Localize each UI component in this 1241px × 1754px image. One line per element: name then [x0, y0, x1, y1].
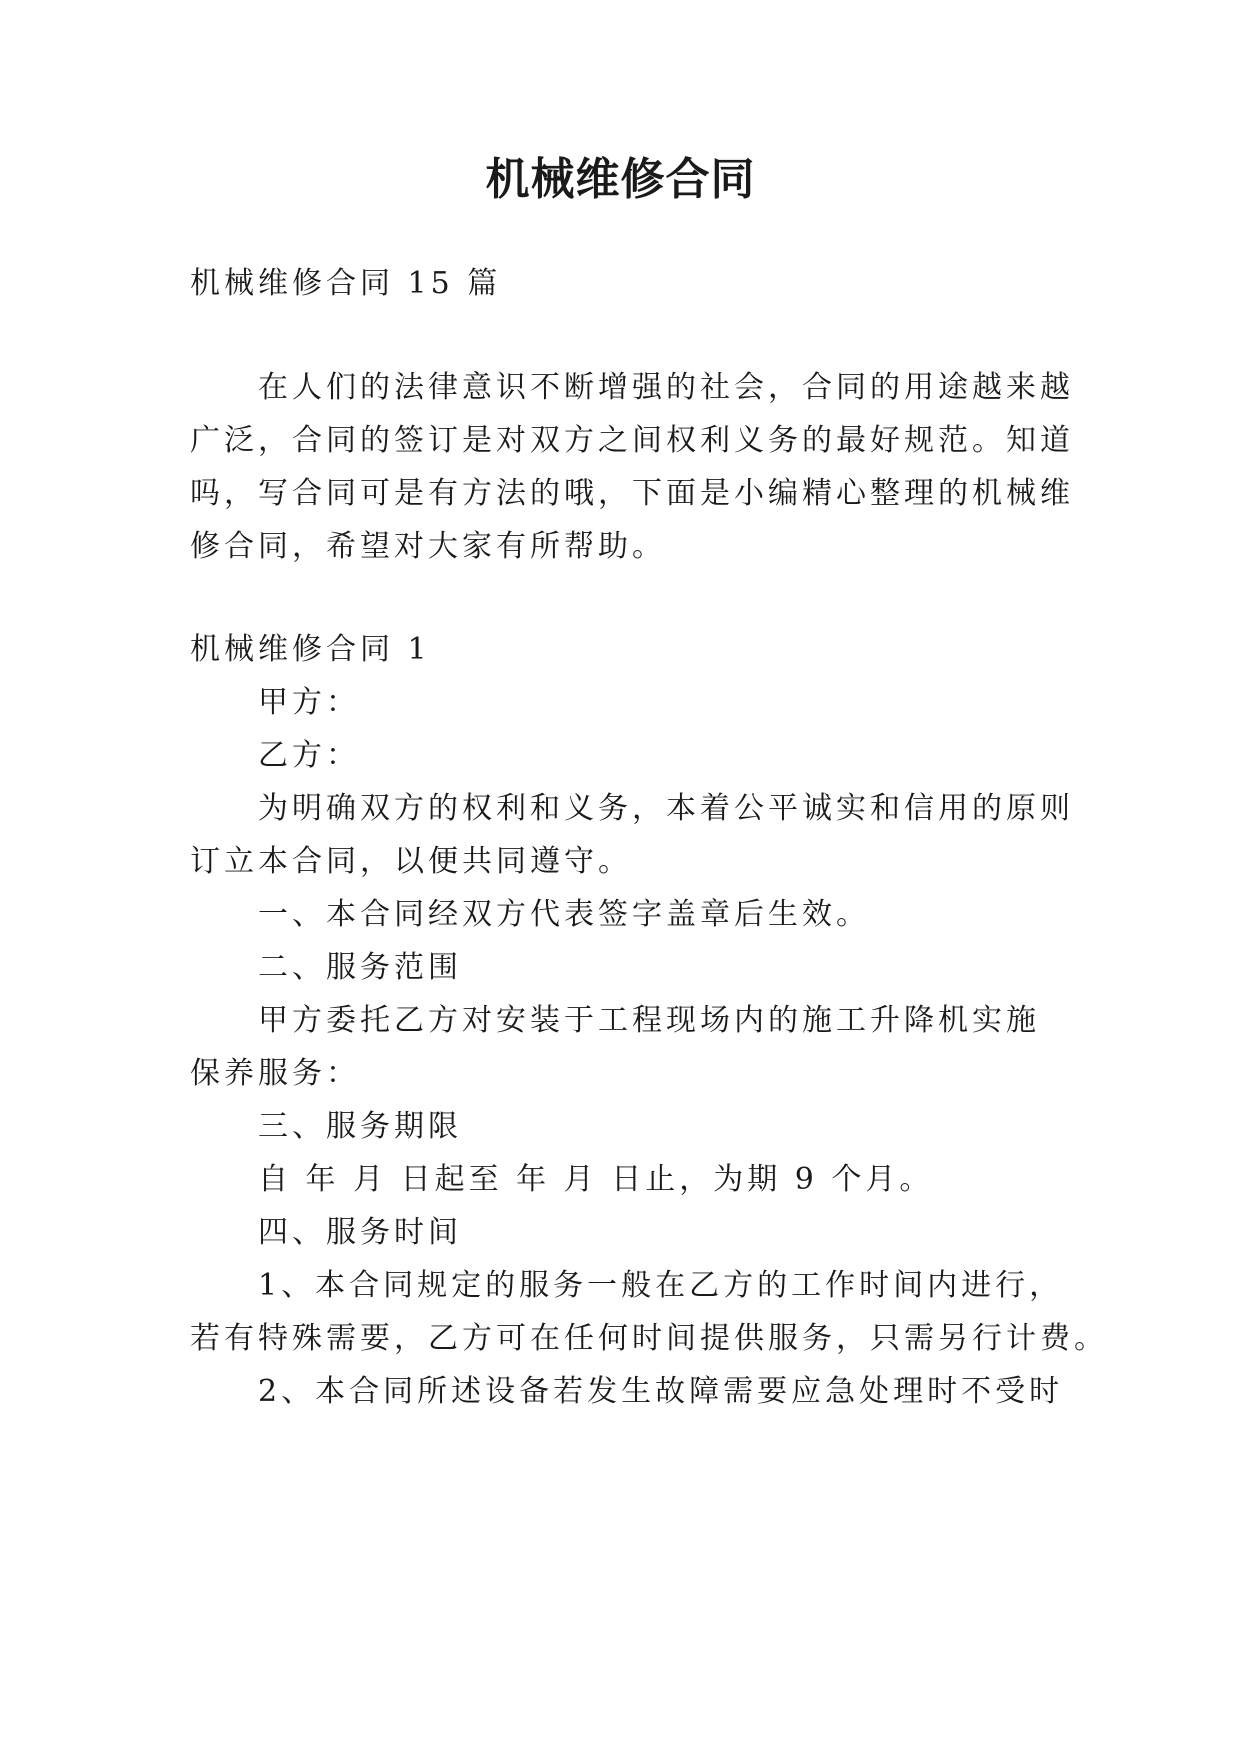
clause-3-line-1: 自 年 月 日起至 年 月 日止，为期 9 个月。 — [258, 1162, 934, 1197]
clause-2-line-2: 保养服务： — [190, 1056, 360, 1091]
intro-line-2: 广泛，合同的签订是对双方之间权利义务的最好规范。知道 — [190, 423, 1074, 458]
clause-3-heading: 三、服务期限 — [258, 1109, 462, 1144]
party-b-line: 乙方： — [258, 738, 360, 773]
clause-2-heading: 二、服务范围 — [258, 950, 462, 985]
intro-line-3: 吗，写合同可是有方法的哦，下面是小编精心整理的机械维 — [190, 476, 1074, 511]
section-heading: 机械维修合同 1 — [190, 632, 431, 667]
document-subtitle: 机械维修合同 15 篇 — [190, 266, 502, 301]
intro-line-4: 修合同，希望对大家有所帮助。 — [190, 529, 666, 564]
intro-line-1: 在人们的法律意识不断增强的社会，合同的用途越来越 — [258, 370, 1074, 405]
clause-2-line-1: 甲方委托乙方对安装于工程现场内的施工升降机实施 — [258, 1003, 1040, 1038]
clause-4-item-1-line-1: 1、本合同规定的服务一般在乙方的工作时间内进行， — [258, 1268, 1064, 1303]
document-title: 机械维修合同 — [485, 154, 756, 205]
clause-4-item-2-line-1: 2、本合同所述设备若发生故障需要应急处理时不受时 — [258, 1374, 1064, 1409]
clause-4-heading: 四、服务时间 — [258, 1215, 462, 1250]
purpose-line-1: 为明确双方的权利和义务，本着公平诚实和信用的原则 — [258, 791, 1074, 826]
purpose-line-2: 订立本合同，以便共同遵守。 — [190, 844, 632, 879]
clause-1: 一、本合同经双方代表签字盖章后生效。 — [258, 897, 870, 932]
party-a-line: 甲方： — [258, 685, 360, 720]
clause-4-item-1-line-2: 若有特殊需要，乙方可在任何时间提供服务，只需另行计费。 — [190, 1321, 1108, 1356]
